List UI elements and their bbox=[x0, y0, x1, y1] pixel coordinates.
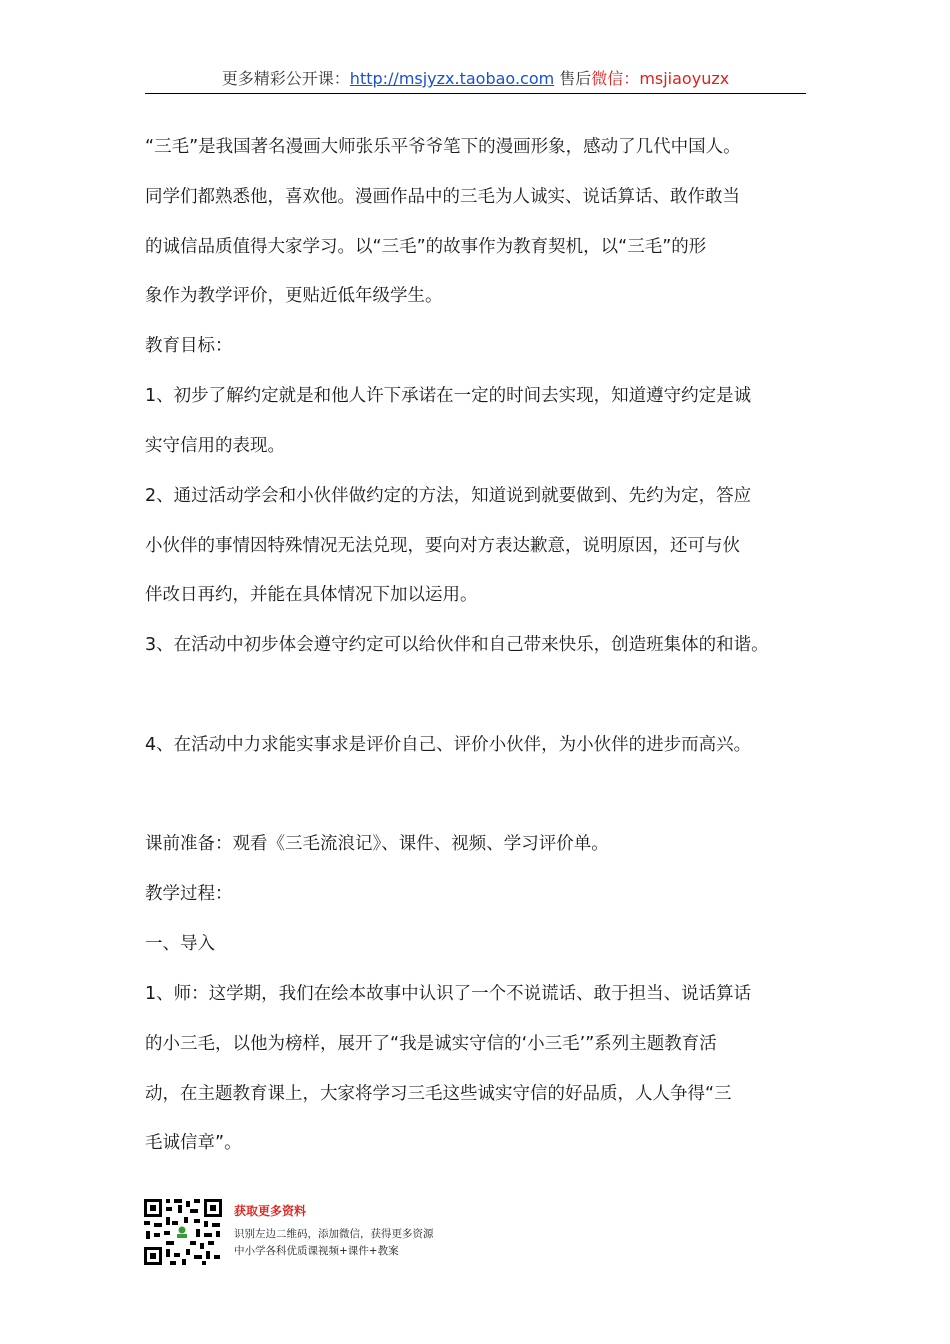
body-line: 的诚信品质值得大家学习。以“三毛”的故事作为教育契机，以“三毛”的形 bbox=[145, 237, 707, 257]
shop-link[interactable]: http://msjyzx.taobao.com bbox=[349, 69, 555, 88]
body-line: 3、在活动中初步体会遵守约定可以给伙伴和自己带来快乐，创造班集体的和谐。 bbox=[145, 635, 769, 655]
body-line: 象作为教学评价，更贴近低年级学生。 bbox=[145, 286, 443, 306]
body-line: 课前准备：观看《三毛流浪记》、课件、视频、学习评价单。 bbox=[145, 834, 609, 854]
promo-title: 获取更多资料 bbox=[234, 1204, 307, 1218]
body-line: 2、通过活动学会和小伙伴做约定的方法，知道说到就要做到、先约为定，答应 bbox=[145, 486, 752, 506]
header-after-sales: 售后 bbox=[554, 69, 592, 88]
section-heading: 教育目标： bbox=[145, 336, 233, 356]
promo-line-1: 识别左边二维码，添加微信，获得更多资源 bbox=[234, 1228, 434, 1240]
wechat-label: 微信： bbox=[591, 69, 640, 88]
body-line: 伴改日再约，并能在具体情况下加以运用。 bbox=[145, 585, 478, 605]
promo-footer bbox=[142, 1197, 562, 1269]
promo-line-2: 中小学各科优质课视频+课件+教案 bbox=[234, 1245, 399, 1257]
body-line: 实守信用的表现。 bbox=[145, 436, 285, 456]
body-line: 4、在活动中力求能实事求是评价自己、评价小伙伴，为小伙伴的进步而高兴。 bbox=[145, 735, 752, 755]
body-line: 1、初步了解约定就是和他人许下承诺在一定的时间去实现，知道遵守约定是诚 bbox=[145, 386, 752, 406]
header-prefix: 更多精彩公开课： bbox=[221, 69, 350, 88]
body-line: “三毛”是我国著名漫画大师张乐平爷爷笔下的漫画形象，感动了几代中国人。 bbox=[145, 137, 741, 157]
wechat-id: msjiaoyuzx bbox=[639, 69, 730, 88]
body-line: 动，在主题教育课上，大家将学习三毛这些诚实守信的好品质，人人争得“三 bbox=[145, 1084, 732, 1104]
body-line: 同学们都熟悉他，喜欢他。漫画作品中的三毛为人诚实、说话算话、敢作敢当 bbox=[145, 187, 740, 207]
body-line: 的小三毛，以他为榜样，展开了“我是诚实守信的‘小三毛’”系列主题教育活 bbox=[145, 1034, 717, 1054]
body-line: 小伙伴的事情因特殊情况无法兑现，要向对方表达歉意，说明原因，还可与伙 bbox=[145, 536, 740, 556]
page-header bbox=[145, 66, 806, 94]
qr-code-icon[interactable] bbox=[142, 1197, 224, 1267]
body-line: 毛诚信章”。 bbox=[145, 1133, 242, 1153]
section-heading: 一、导入 bbox=[145, 934, 215, 954]
section-heading: 教学过程： bbox=[145, 884, 233, 904]
body-line: 1、师：这学期，我们在绘本故事中认识了一个不说谎话、敢于担当、说话算话 bbox=[145, 984, 752, 1004]
